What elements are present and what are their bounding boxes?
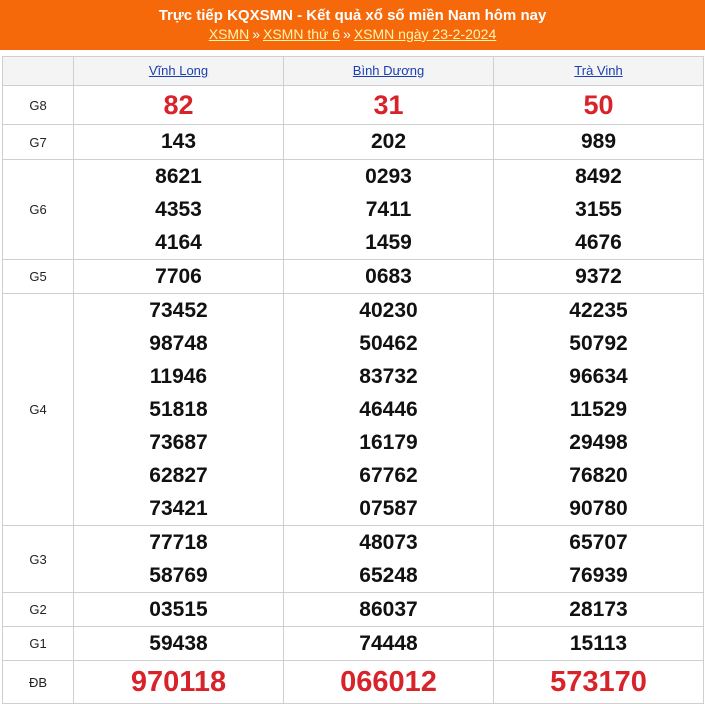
prize-table-body — [3, 86, 704, 704]
prize-cell — [74, 593, 284, 627]
results-table — [2, 56, 704, 704]
prize-number: 0683 — [365, 265, 412, 288]
prize-number: 73421 — [149, 497, 208, 520]
prize-number: 76939 — [569, 564, 628, 587]
prize-cell — [74, 160, 284, 260]
prize-number: 48073 — [359, 531, 418, 554]
prize-cell — [74, 125, 284, 160]
prize-cell — [494, 661, 704, 704]
prize-cell — [74, 661, 284, 704]
prize-number: 4676 — [575, 231, 622, 254]
prize-cell — [284, 294, 494, 526]
prize-cell — [74, 260, 284, 294]
page-title: Trực tiếp KQXSMN - Kết quả xổ số miền Nam hôm nay — [158, 7, 547, 24]
prize-number: 0293 — [365, 165, 412, 188]
prize-label: G4 — [3, 294, 74, 526]
prize-cell — [74, 294, 284, 526]
prize-number: 59438 — [149, 632, 208, 655]
prize-cell — [284, 661, 494, 704]
prize-cell — [284, 627, 494, 661]
prize-cell — [74, 86, 284, 125]
prize-row-g2 — [3, 593, 704, 627]
breadcrumb-separator: » — [343, 26, 351, 42]
prize-number: 51818 — [149, 398, 208, 421]
prize-cell — [494, 260, 704, 294]
prize-number: 8621 — [155, 165, 202, 188]
prize-row-g8 — [3, 86, 704, 125]
province-header-tra-vinh — [494, 57, 704, 86]
prize-cell — [494, 294, 704, 526]
page-header — [0, 0, 705, 50]
prize-number: 50792 — [569, 332, 628, 355]
prize-number: 82 — [163, 90, 194, 120]
prize-number: 28173 — [569, 598, 628, 621]
prize-cell — [494, 627, 704, 661]
prize-number: 90780 — [569, 497, 628, 520]
prize-row-g4 — [3, 294, 704, 526]
prize-cell — [74, 627, 284, 661]
prize-number: 73687 — [149, 431, 208, 454]
prize-number: 15113 — [569, 632, 628, 655]
prize-label: ĐB — [3, 661, 74, 704]
corner-cell — [3, 57, 74, 86]
province-header-binh-duong — [284, 57, 494, 86]
prize-number: 9372 — [575, 265, 622, 288]
prize-row-g5 — [3, 260, 704, 294]
province-header-row — [3, 57, 704, 86]
prize-number: 7706 — [155, 265, 202, 288]
prize-number: 83732 — [359, 365, 418, 388]
prize-number: 76820 — [569, 464, 628, 487]
province-link-binh-duong[interactable]: Bình Dương — [352, 63, 425, 78]
prize-row-g1 — [3, 627, 704, 661]
prize-number: 73452 — [149, 299, 208, 322]
prize-number: 77718 — [149, 531, 208, 554]
prize-cell — [74, 526, 284, 593]
prize-number: 1459 — [365, 231, 412, 254]
prize-number: 4353 — [155, 198, 202, 221]
prize-cell — [494, 593, 704, 627]
prize-number: 62827 — [149, 464, 208, 487]
breadcrumb-xsmn-friday[interactable]: XSMN thứ 6 — [262, 26, 341, 42]
prize-number: 65248 — [359, 564, 418, 587]
province-link-tra-vinh[interactable]: Trà Vinh — [574, 63, 623, 78]
prize-number: 8492 — [575, 165, 622, 188]
prize-number: 50462 — [359, 332, 418, 355]
prize-cell — [494, 125, 704, 160]
prize-cell — [284, 526, 494, 593]
special-prize-number: 573170 — [550, 666, 647, 698]
prize-label: G7 — [3, 125, 74, 160]
prize-number: 96634 — [569, 365, 628, 388]
prize-number: 07587 — [359, 497, 418, 520]
prize-label: G2 — [3, 593, 74, 627]
prize-row-g7 — [3, 125, 704, 160]
prize-row-g6 — [3, 160, 704, 260]
special-prize-number: 970118 — [130, 666, 227, 698]
prize-label: G1 — [3, 627, 74, 661]
prize-cell — [284, 86, 494, 125]
prize-cell — [284, 160, 494, 260]
prize-number: 16179 — [359, 431, 418, 454]
breadcrumb-xsmn-date[interactable]: XSMN ngày 23-2-2024 — [353, 26, 497, 42]
prize-number: 67762 — [359, 464, 418, 487]
prize-label: G6 — [3, 160, 74, 260]
prize-row-g3 — [3, 526, 704, 593]
prize-label: G8 — [3, 86, 74, 125]
prize-number: 3155 — [575, 198, 622, 221]
breadcrumb-xsmn[interactable]: XSMN — [208, 26, 250, 42]
prize-number: 202 — [370, 130, 407, 153]
prize-number: 74448 — [359, 632, 418, 655]
breadcrumb-separator: » — [252, 26, 260, 42]
breadcrumb — [0, 25, 705, 43]
prize-number: 65707 — [569, 531, 628, 554]
prize-row-đb — [3, 661, 704, 704]
prize-cell — [494, 160, 704, 260]
prize-cell — [284, 125, 494, 160]
prize-number: 4164 — [155, 231, 202, 254]
prize-number: 143 — [160, 130, 197, 153]
prize-number: 50 — [583, 90, 614, 120]
prize-cell — [284, 260, 494, 294]
prize-cell — [494, 86, 704, 125]
prize-number: 29498 — [569, 431, 628, 454]
province-header-vinh-long — [74, 57, 284, 86]
prize-number: 989 — [580, 130, 617, 153]
prize-label: G5 — [3, 260, 74, 294]
prize-number: 7411 — [365, 198, 412, 221]
prize-number: 11946 — [149, 365, 208, 388]
prize-number: 03515 — [149, 598, 208, 621]
prize-label: G3 — [3, 526, 74, 593]
prize-cell — [494, 526, 704, 593]
prize-number: 98748 — [149, 332, 208, 355]
prize-number: 11529 — [569, 398, 628, 421]
prize-cell — [284, 593, 494, 627]
prize-number: 86037 — [359, 598, 418, 621]
province-link-vinh-long[interactable]: Vĩnh Long — [148, 63, 209, 78]
prize-number: 42235 — [569, 299, 628, 322]
prize-number: 46446 — [359, 398, 418, 421]
prize-number: 58769 — [149, 564, 208, 587]
special-prize-number: 066012 — [340, 666, 437, 698]
prize-number: 31 — [373, 90, 404, 120]
prize-number: 40230 — [359, 299, 418, 322]
